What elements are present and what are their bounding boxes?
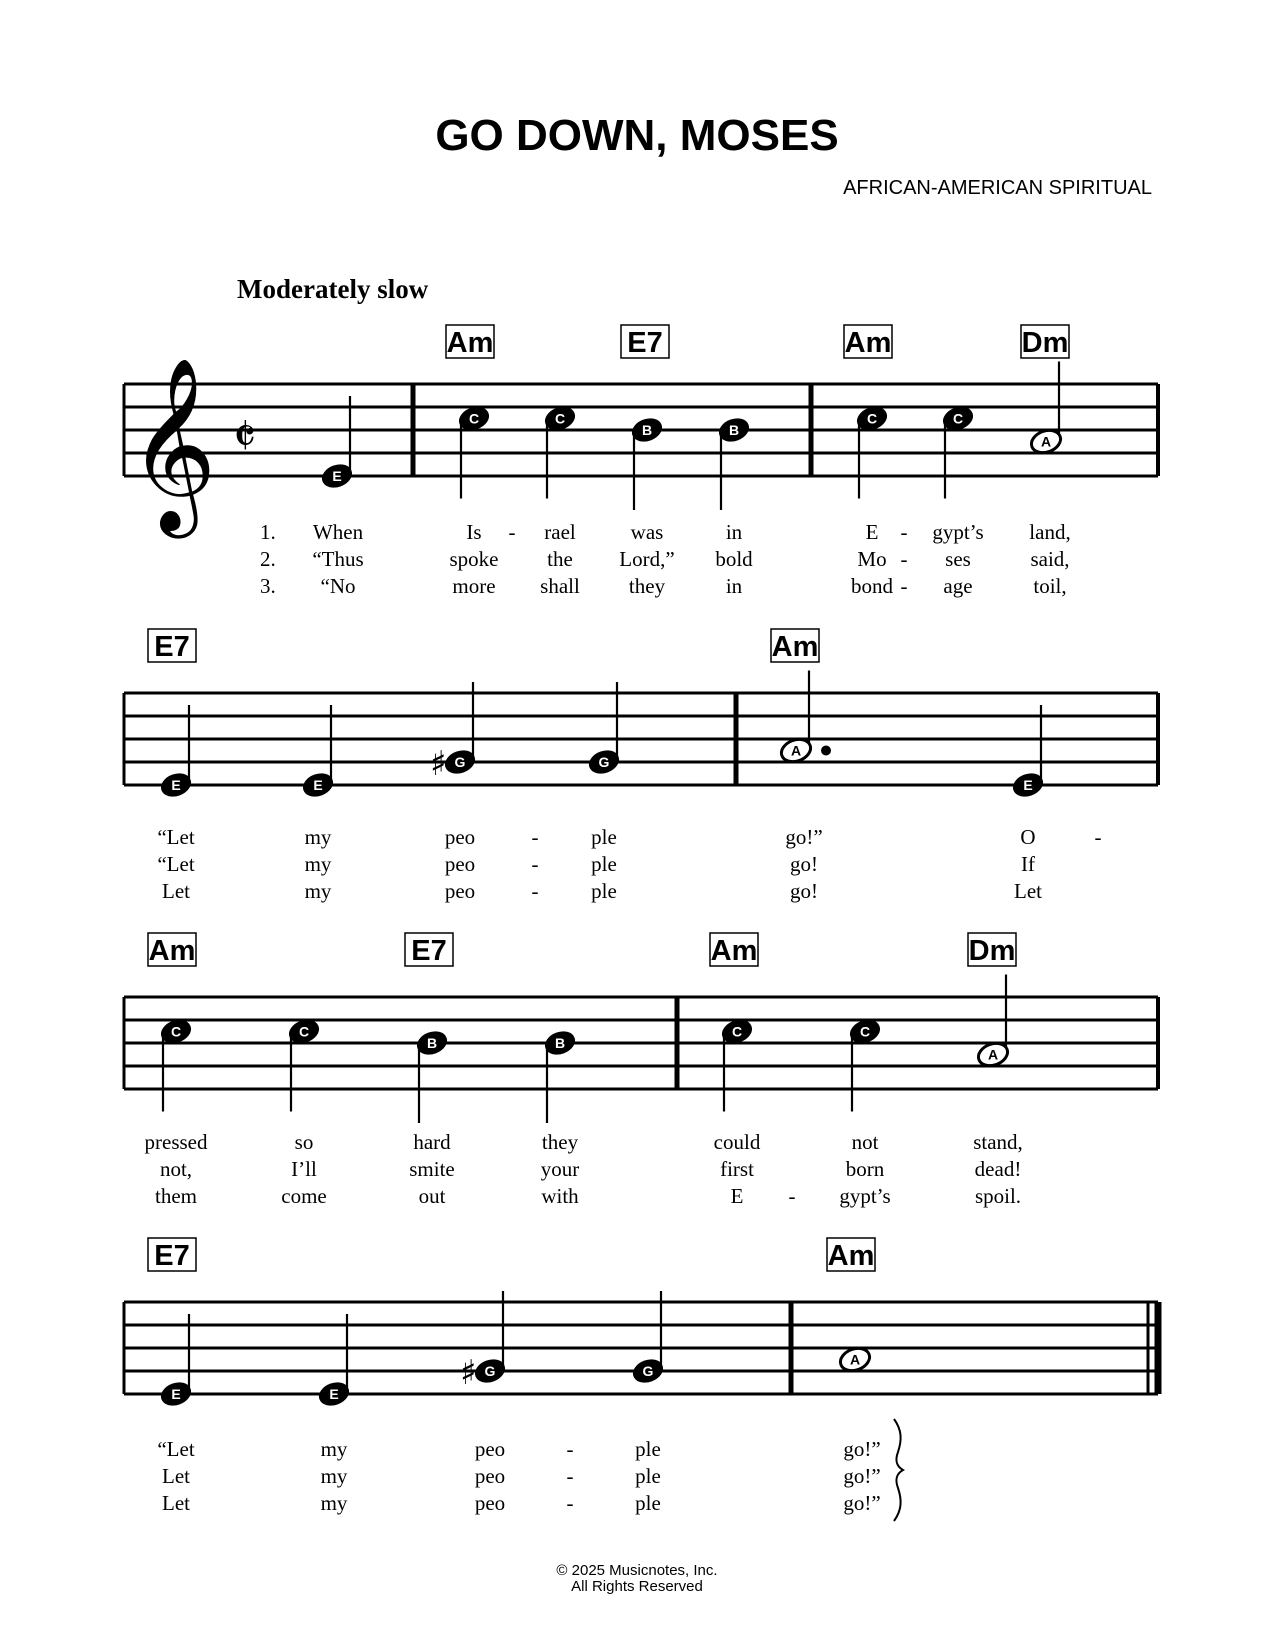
rights-line: All Rights Reserved bbox=[571, 1578, 703, 1595]
lyric-syllable: - bbox=[531, 879, 539, 903]
chord-symbol: Dm bbox=[1021, 327, 1069, 359]
lyric-syllable: go! bbox=[790, 879, 818, 903]
note-name: E bbox=[332, 468, 342, 484]
cut-time-icon: 𝄵 bbox=[233, 407, 257, 467]
lyric-syllable: not bbox=[851, 1130, 879, 1154]
note-name: E bbox=[171, 777, 181, 793]
note-name: A bbox=[987, 1046, 999, 1063]
lyric-syllable: dead! bbox=[974, 1157, 1022, 1181]
verse-number: 1. bbox=[260, 520, 276, 544]
lyric-syllable: my bbox=[304, 852, 332, 876]
lyric-syllable: said, bbox=[1030, 547, 1070, 571]
lyric-syllable: peo bbox=[474, 1491, 506, 1515]
lyric-syllable: When bbox=[312, 520, 364, 544]
lyric-syllable: them bbox=[155, 1184, 197, 1208]
song-title: GO DOWN, MOSES bbox=[435, 111, 839, 160]
lyric-syllable: so bbox=[294, 1130, 314, 1154]
lyric-syllable: Mo bbox=[857, 547, 887, 571]
note-name: C bbox=[859, 1023, 871, 1040]
chord-symbol: E7 bbox=[154, 1240, 190, 1272]
lyric-syllable: go! bbox=[790, 852, 818, 876]
lyric-syllable: hard bbox=[413, 1130, 451, 1154]
note-name: C bbox=[866, 410, 878, 427]
lyric-syllable: If bbox=[1021, 852, 1035, 876]
lyric-syllable: peo bbox=[474, 1464, 506, 1488]
tempo-marking: Moderately slow bbox=[237, 274, 429, 304]
note-name: G bbox=[484, 1363, 496, 1379]
chord-symbol: Am bbox=[446, 327, 494, 359]
note-name: E bbox=[1023, 777, 1033, 793]
lyric-syllable: - bbox=[900, 520, 908, 544]
chord-symbol: Am bbox=[771, 631, 819, 663]
lyric-syllable: - bbox=[566, 1491, 574, 1515]
lyric-syllable: my bbox=[320, 1437, 348, 1461]
lyric-syllable: in bbox=[725, 574, 743, 598]
lyric-syllable: born bbox=[845, 1157, 885, 1181]
lyric-syllable: - bbox=[508, 520, 516, 544]
lyric-syllable: ses bbox=[945, 547, 971, 571]
chord-symbol: E7 bbox=[627, 327, 663, 359]
chord-symbol: E7 bbox=[154, 631, 190, 663]
note-name: B bbox=[426, 1035, 438, 1051]
augmentation-dot bbox=[821, 746, 831, 756]
treble-clef-icon: 𝄞 bbox=[128, 357, 217, 531]
lyric-syllable: spoil. bbox=[974, 1184, 1022, 1208]
lyric-syllable: not, bbox=[159, 1157, 193, 1181]
lyric-syllable: bond bbox=[851, 574, 893, 598]
lyric-syllable: Let bbox=[1014, 879, 1042, 903]
lyric-syllable: ple bbox=[635, 1437, 661, 1461]
lyric-syllable: my bbox=[304, 879, 332, 903]
lyric-syllable: come bbox=[281, 1184, 327, 1208]
note-name: E bbox=[313, 777, 323, 793]
lyric-syllable: “No bbox=[320, 574, 356, 598]
note-name: C bbox=[170, 1023, 182, 1040]
systems bbox=[124, 325, 1158, 1515]
note-name: C bbox=[731, 1023, 743, 1040]
lyric-syllable: my bbox=[320, 1464, 348, 1488]
lyric-syllable: my bbox=[320, 1491, 348, 1515]
lyric-syllable: your bbox=[540, 1157, 580, 1181]
staff-system bbox=[124, 629, 1158, 903]
lyric-syllable: stand, bbox=[973, 1130, 1023, 1154]
lyric-syllable: peo bbox=[444, 879, 476, 903]
lyric-syllable: O bbox=[1020, 825, 1036, 849]
lyric-syllable: shall bbox=[540, 574, 580, 598]
verse-brace-icon bbox=[894, 1419, 903, 1521]
lyric-syllable: ple bbox=[591, 825, 617, 849]
lyric-syllable: land, bbox=[1029, 520, 1071, 544]
lyric-syllable: Let bbox=[162, 879, 190, 903]
lyric-syllable: Lord,” bbox=[619, 547, 675, 571]
chord-symbol: Dm bbox=[968, 935, 1016, 967]
lyric-syllable: peo bbox=[444, 852, 476, 876]
note-name: C bbox=[468, 410, 480, 427]
lyric-syllable: smite bbox=[409, 1157, 455, 1181]
note-name: A bbox=[790, 742, 802, 759]
lyric-syllable: in bbox=[725, 520, 743, 544]
note-name: B bbox=[728, 422, 740, 438]
lyric-syllable: - bbox=[566, 1464, 574, 1488]
verse-number: 3. bbox=[260, 574, 276, 598]
lyric-syllable: go!” bbox=[843, 1437, 881, 1461]
staff-system bbox=[124, 325, 1158, 598]
lyric-syllable: with bbox=[541, 1184, 579, 1208]
lyric-syllable: - bbox=[788, 1184, 796, 1208]
note-name: C bbox=[952, 410, 964, 427]
lyric-syllable: Let bbox=[162, 1491, 190, 1515]
lyric-syllable: - bbox=[900, 547, 908, 571]
lyric-syllable: they bbox=[541, 1130, 579, 1154]
lyric-syllable: “Let bbox=[157, 1437, 195, 1461]
lyric-syllable: peo bbox=[444, 825, 476, 849]
lyric-syllable: peo bbox=[474, 1437, 506, 1461]
lyric-syllable: gypt’s bbox=[839, 1184, 891, 1208]
lyric-syllable: they bbox=[628, 574, 666, 598]
lyric-syllable: go!” bbox=[843, 1491, 881, 1515]
note-name: B bbox=[641, 422, 653, 438]
note-name: A bbox=[849, 1351, 861, 1368]
lyric-syllable: Is bbox=[466, 520, 482, 544]
staff-system bbox=[124, 933, 1158, 1208]
lyric-syllable: bold bbox=[715, 547, 753, 571]
sharp-icon: ♯ bbox=[430, 744, 447, 784]
lyric-syllable: - bbox=[900, 574, 908, 598]
chord-symbol: Am bbox=[827, 1240, 875, 1272]
lyric-syllable: was bbox=[630, 520, 664, 544]
lyric-syllable: go!” bbox=[785, 825, 823, 849]
lyric-syllable: - bbox=[531, 852, 539, 876]
lyric-syllable: ple bbox=[591, 852, 617, 876]
lyric-syllable: “Let bbox=[157, 852, 195, 876]
lyric-syllable: age bbox=[943, 574, 973, 598]
note-name: A bbox=[1040, 433, 1052, 450]
lyric-syllable: “Thus bbox=[312, 547, 364, 571]
lyric-syllable: ple bbox=[591, 879, 617, 903]
composer-credit: AFRICAN-AMERICAN SPIRITUAL bbox=[843, 177, 1152, 199]
lyric-syllable: ple bbox=[635, 1464, 661, 1488]
chord-symbol: Am bbox=[844, 327, 892, 359]
note-name: C bbox=[554, 410, 566, 427]
lyric-syllable: - bbox=[1094, 825, 1102, 849]
lyric-syllable: go!” bbox=[843, 1464, 881, 1488]
lyric-syllable: toil, bbox=[1033, 574, 1067, 598]
lyric-syllable: spoke bbox=[449, 547, 499, 571]
copyright-line: © 2025 Musicnotes, Inc. bbox=[556, 1562, 718, 1579]
lyric-syllable: E bbox=[865, 520, 879, 544]
lyric-syllable: more bbox=[452, 574, 496, 598]
lyric-syllable: I’ll bbox=[291, 1157, 317, 1181]
note-name: B bbox=[554, 1035, 566, 1051]
lyric-syllable: the bbox=[547, 547, 573, 571]
note-name: G bbox=[598, 754, 610, 770]
lyric-syllable: - bbox=[566, 1437, 574, 1461]
lyric-syllable: Let bbox=[162, 1464, 190, 1488]
staff-system bbox=[124, 1238, 1158, 1515]
lyric-syllable: pressed bbox=[144, 1130, 208, 1154]
lyric-syllable: - bbox=[531, 825, 539, 849]
lyric-syllable: out bbox=[418, 1184, 446, 1208]
lyric-syllable: my bbox=[304, 825, 332, 849]
note-name: C bbox=[298, 1023, 310, 1040]
chord-symbol: Am bbox=[148, 935, 196, 967]
note-name: E bbox=[329, 1386, 339, 1402]
lyric-syllable: gypt’s bbox=[932, 520, 984, 544]
lyric-syllable: first bbox=[720, 1157, 754, 1181]
verse-number: 2. bbox=[260, 547, 276, 571]
lyric-syllable: rael bbox=[544, 520, 576, 544]
lyric-syllable: could bbox=[713, 1130, 761, 1154]
chord-symbol: E7 bbox=[411, 935, 447, 967]
note-name: G bbox=[642, 1363, 654, 1379]
note-name: E bbox=[171, 1386, 181, 1402]
note-name: G bbox=[454, 754, 466, 770]
lyric-syllable: ple bbox=[635, 1491, 661, 1515]
chord-symbol: Am bbox=[710, 935, 758, 967]
sharp-icon: ♯ bbox=[460, 1353, 477, 1393]
lyric-syllable: E bbox=[730, 1184, 744, 1208]
lyric-syllable: “Let bbox=[157, 825, 195, 849]
